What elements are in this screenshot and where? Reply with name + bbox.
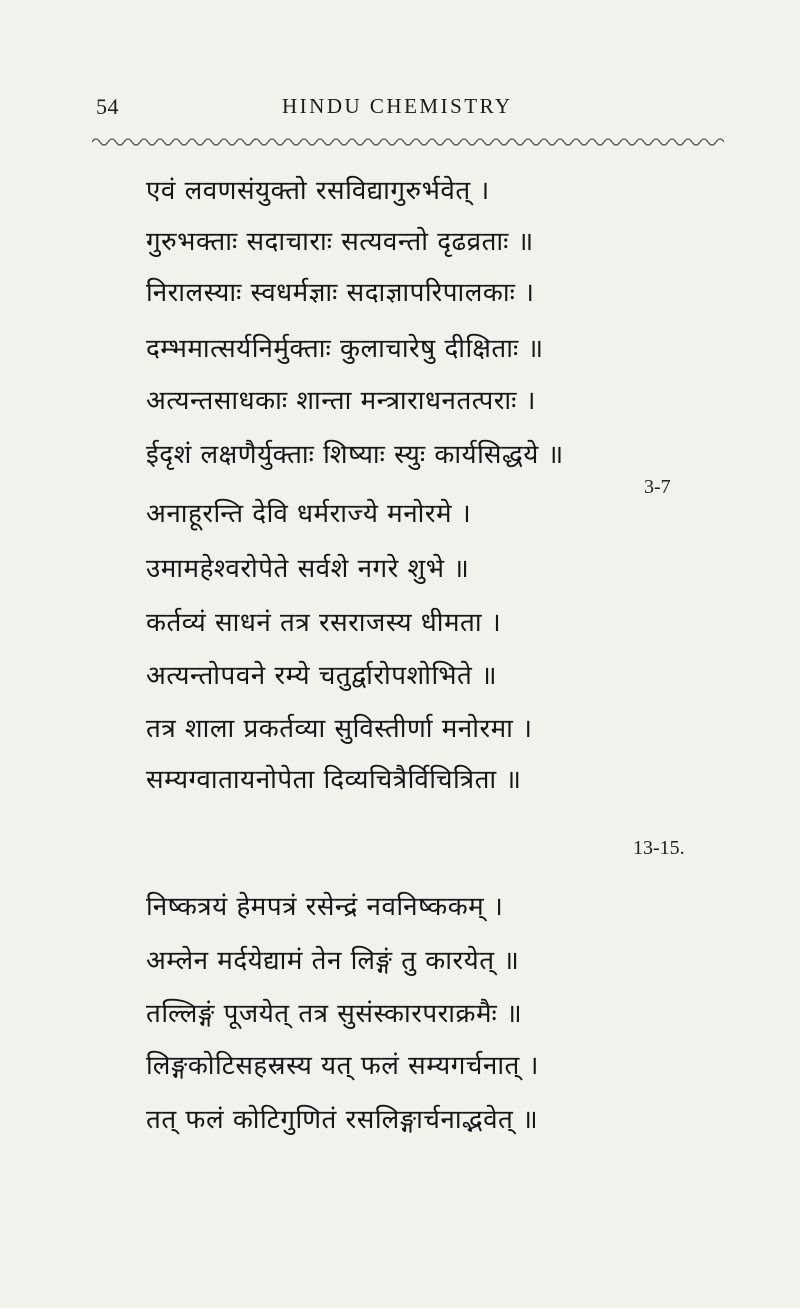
verse-line: गुरुभक्ताः सदाचाराः सत्यवन्तो दृढव्रताः ॥ — [146, 227, 534, 257]
page-header — [96, 94, 706, 124]
verse-line: अत्यन्तोपवने रम्ये चतुर्द्वारोपशोभिते ॥ — [146, 661, 498, 691]
verse-line: दम्भमात्सर्यनिर्मुक्ताः कुलाचारेषु दीक्षिताः ॥ — [146, 334, 544, 364]
wavy-rule-ornament — [92, 134, 724, 150]
verse-line: एवं लवणसंयुक्तो रसविद्यागुरुर्भवेत् । — [146, 176, 490, 206]
verse-line: लिङ्गकोटिसहस्रस्य यत् फलं सम्यगर्चनात् । — [146, 1051, 539, 1081]
verse-line: तल्लिङ्गं पूजयेत् तत्र सुसंस्कारपराक्रमैः ॥ — [146, 999, 523, 1029]
verse-line: अम्लेन मर्दयेद्यामं तेन लिङ्गं तु कारयेत् ॥ — [146, 946, 520, 976]
running-title: HINDU CHEMISTRY — [282, 94, 513, 118]
verse-number-13-15: 13-15. — [633, 837, 685, 859]
verse-line: निरालस्याः स्वधर्मज्ञाः सदाज्ञापरिपालकाः । — [146, 278, 535, 308]
verse-number-3-7: 3-7 — [644, 476, 671, 498]
verse-line: अत्यन्तसाधकाः शान्ता मन्त्राराधनतत्पराः । — [146, 386, 537, 416]
verse-line: उमामहेश्वरोपेते सर्वशे नगरे शुभे ॥ — [146, 554, 470, 584]
verse-line: कर्तव्यं साधनं तत्र रसराजस्य धीमता । — [146, 608, 502, 638]
verse-line: ईदृशं लक्षणैर्युक्ताः शिष्याः स्युः कार्यसिद्धये ॥ — [146, 440, 564, 470]
verse-line: अनाहूरन्ति देवि धर्मराज्ये मनोरमे । — [146, 499, 472, 529]
page-number: 54 — [96, 94, 119, 119]
verse-line: सम्यग्वातायनोपेता दिव्यचित्रैर्विचित्रिता ॥ — [146, 765, 522, 795]
verse-line: तत् फलं कोटिगुणितं रसलिङ्गार्चनाद्भवेत् ॥ — [146, 1105, 539, 1135]
verse-line: तत्र शाला प्रकर्तव्या सुविस्तीर्णा मनोरमा । — [146, 714, 533, 744]
verse-line: निष्कत्रयं हेमपत्रं रसेन्द्रं नवनिष्ककम् । — [146, 892, 504, 922]
